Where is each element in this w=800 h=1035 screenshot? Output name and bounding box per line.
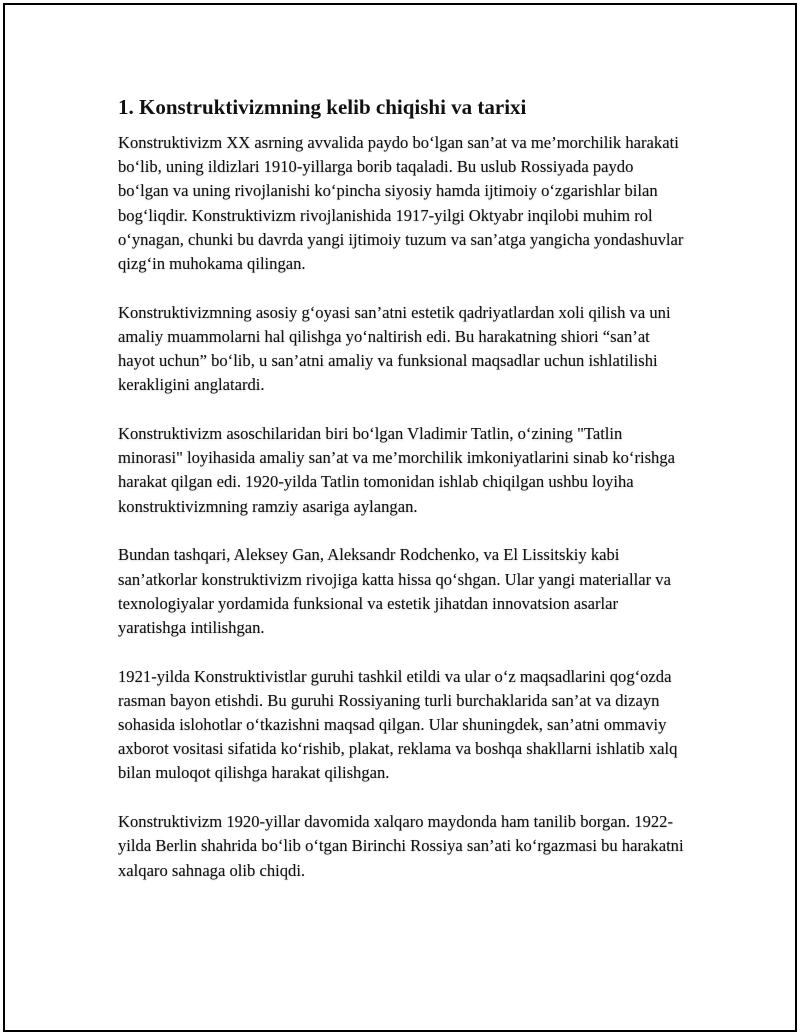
paragraph-international: Konstruktivizm 1920-yillar davomida xalqaro maydonda ham tanilib borgan. 1922-yilda Berlin shahrida bo‘lib o‘tgan Birinchi Rossiya san’ati ko‘rgazmasi bu harakatni xalqaro sahnaga olib chiqdi. [118,812,684,880]
section-heading: 1. Konstruktivizmning kelib chiqishi va tarixi [118,95,527,119]
paragraph-artists: Bundan tashqari, Aleksey Gan, Aleksandr Rodchenko, va El Lissitskiy kabi san’atkorlar konstruktivizm rivojiga katta hissa qo‘shgan. Ular yangi materiallar va texnologiyalar yordamida funksional va estetik jihatdan innovatsion asarlar yaratishga intilishgan. [118,545,671,637]
paragraph-tatlin: Konstruktivizm asoschilaridan biri bo‘lgan Vladimir Tatlin, o‘zining "Tatlin minorasi" loyihasida amaliy san’at va me’morchilik imkoniyatlarini sinab ko‘rishga harakat qilgan edi. 1920-yilda Tatlin tomonidan ishlab chiqilgan ushbu loyiha konstruktivizmning ramziy asariga aylangan. [118,424,676,516]
paragraph-origins: Konstruktivizm XX asrning avvalida paydo bo‘lgan san’at va me’morchilik harakati bo‘lib, uning ildizlari 1910-yillarga borib taqaladi. Bu uslub Rossiyada paydo bo‘lgan va uning rivojlanishi ko‘pincha siyosiy hamda ijtimoiy o‘zgarishlar bilan bog‘liqdir. Konstruktivizm rivojlanishida 1917-yilgi Oktyabr inqilobi muhim rol o‘ynagan, chunki bu davrda yangi ijtimoiy tuzum va san’atga yangicha yondashuvlar qizg‘in muhokama qilingan. [118,133,684,274]
paragraph-main-idea: Konstruktivizmning asosiy g‘oyasi san’atni estetik qadriyatlardan xoli qilish va uni amaliy muammolarni hal qilishga yo‘naltirish edi. Bu harakatning shiori “san’at hayot uchun” bo‘lib, u san’atni amaliy va funksional maqsadlar uchun ishlatilishi kerakligini anglatardi. [118,302,671,395]
document-body [118,93,688,907]
paragraph-group-1921: 1921-yilda Konstruktivistlar guruhi tashkil etildi va ular o‘z maqsadlarini qog‘ozda rasman bayon etishdi. Bu guruhi Rossiyaning turli burchaklarida san’at va dizayn sohasida islohotlar o‘tkazishni maqsad qilgan. Ular shuningdek, san’atni ommaviy axborot vositasi sifatida ko‘rishib, plakat, reklama va boshqa shakllarni ishlatib xalq bilan muloqot qilishga harakat qilishgan. [118,666,678,783]
